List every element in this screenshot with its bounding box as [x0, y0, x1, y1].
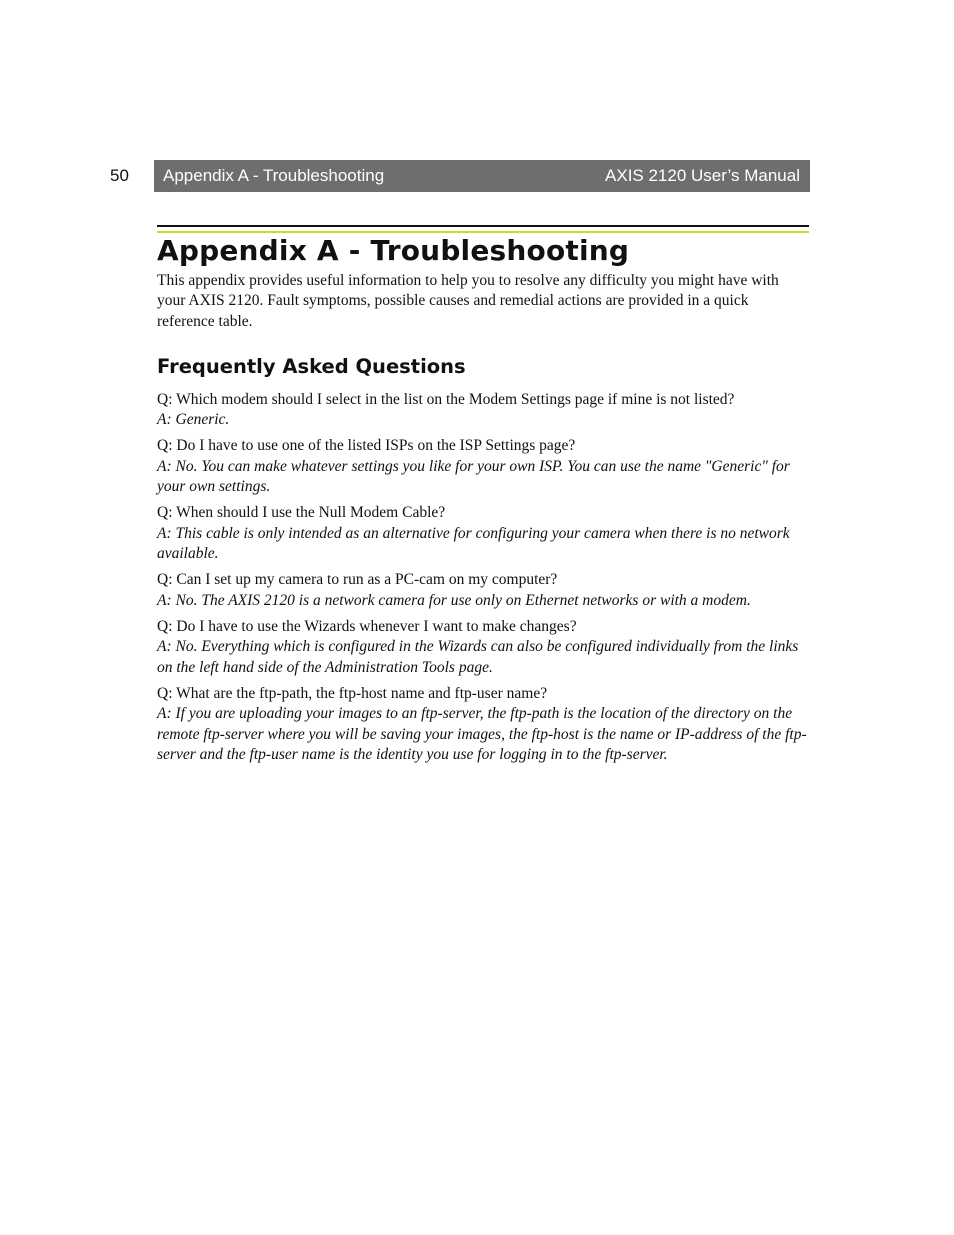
faq-list [157, 390, 809, 766]
faq-question: Q: When should I use the Null Modem Cable? [157, 504, 446, 522]
page-number: 50 [110, 166, 129, 185]
running-header-manual: AXIS 2120 User’s Manual [605, 166, 800, 185]
faq-answer: A: No. The AXIS 2120 is a network camera for use only on Ethernet networks or with a modem. [157, 591, 751, 609]
faq-item [157, 436, 809, 498]
running-header [154, 160, 810, 192]
chapter-title: Appendix A - Troubleshooting [157, 234, 630, 267]
faq-question: Q: What are the ftp-path, the ftp-host name and ftp-user name? [157, 684, 548, 702]
running-header-section: Appendix A - Troubleshooting [163, 166, 385, 185]
faq-answer: A: Generic. [157, 411, 230, 429]
title-rule-accent [157, 231, 809, 233]
page-content [157, 234, 809, 771]
faq-item [157, 684, 809, 766]
title-rule-black [157, 225, 809, 227]
faq-question: Q: Can I set up my camera to run as a PC-cam on my computer? [157, 571, 558, 589]
faq-question: Q: Which modem should I select in the list on the Modem Settings page if mine is not listed? [157, 390, 735, 408]
faq-item [157, 570, 809, 611]
faq-answer: A: No. Everything which is configured in the Wizards can also be configured individually from the links on the left hand side of the Administration Tools page. [157, 638, 799, 676]
faq-answer: A: This cable is only intended as an alternative for configuring your camera when there is no network available. [157, 524, 790, 563]
faq-heading: Frequently Asked Questions [157, 354, 466, 378]
faq-question: Q: Do I have to use one of the listed ISPs on the ISP Settings page? [157, 437, 576, 455]
faq-question: Q: Do I have to use the Wizards whenever I want to make changes? [157, 617, 577, 635]
faq-answer: A: If you are uploading your images to an ftp-server, the ftp-path is the location of the directory on the remote ftp-server where you will be saving your images, the ftp-host is the name or IP-address of the ftp-server and the ftp-user name is the identity you use for logging in to the ftp-server. [157, 705, 807, 764]
faq-item [157, 390, 809, 431]
faq-answer: A: No. You can make whatever settings you like for your own ISP. You can use the name "Generic" for your own settings. [157, 457, 790, 496]
faq-item [157, 617, 809, 679]
chapter-intro: This appendix provides useful information to help you to resolve any difficulty you might have with your AXIS 2120. Fault symptoms, possible causes and remedial actions are provided in a quick reference table. [157, 272, 779, 330]
faq-item [157, 503, 809, 565]
